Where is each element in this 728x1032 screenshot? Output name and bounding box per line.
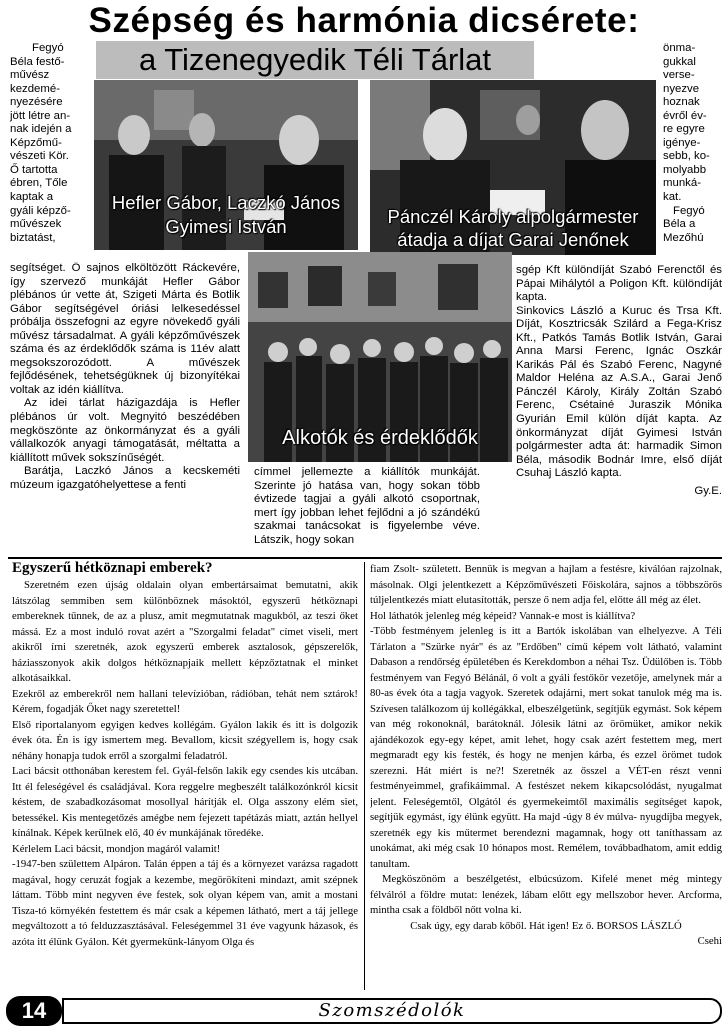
paragraph: Laci bácsit otthonában kerestem fel. Gyál-felsőn lakik egy csendes kis utcában. Itt él feleségével és családjával. Kora reggelre megbeszélt találkozónkról kicsit késtem, de szabadkozásomat mosollyal hárítják el. Olga asszony elém siet, betessékel. Kis mentegetőzés amégbe nem fejezett tapétázás miatt, aztán hellyel kínálnak. Képek kerülnek elő, 40 év munkájának töredéke.	[12, 765, 358, 839]
text-line: kaptak a	[10, 191, 54, 204]
photo-caption-line: Hefler Gábor, Laczkó János	[111, 192, 341, 213]
article1-right-wide-column	[516, 264, 722, 546]
section-divider	[8, 557, 722, 559]
text-line: hoznak	[663, 96, 700, 109]
text-line: Fegyó	[32, 42, 64, 54]
photo-caption-line: Gyimesi István	[165, 216, 287, 237]
paragraph: Kérlelem Laci bácsit, mondjon magáról valamit!	[12, 842, 221, 855]
article2-left-column	[12, 578, 358, 992]
article1-middle-column	[254, 466, 480, 558]
footer-bar	[62, 998, 722, 1024]
photo-caption-line: Pánczél Károly alpolgármester	[387, 206, 639, 227]
page-number: 14	[6, 996, 62, 1026]
paragraph: -Több festményem jelenleg is itt a Bartók iskolában van elhelyezve. A Téli Tárlaton a "Szürke nyár" és az "Erdőben" című képem volt látható, valamint Dabason a rendőrség épületében és Kerekdombon a néhai Tsz. Üdülőben is. Több festményem van Fegyó Bélánál, ő volt a gyáli festőkör vezetője, amelynek már a 80-as évek óta a tagja vagyok. Szeretek odajárni, mert sokat tanulok még ma is. Szívesen találkozom új kollégákkal, elbeszélgetünk, segítjük egymást. Sok képem van még rokonoknál, barátoknál. Jólesik látni az örömüket, amikor nekik ajándékozok egy-egy képet, amit lehet, hogy csak azért festettem meg, mert megmaradt egy kis festék, és hogy ne menjen kárba, és ezzel örömet tudok szerezni. Hát miért is ne?! Szeretnék az ősszel a VÉT-en részt venni festményeimmel, grafikáimmal. A festészet nekem kikapcsolódást, nyugalmat jelent. Feleségemtől, Olgától és gyermekeimtől maximális segítséget kapok, segítjük egymást, így élünk együtt. Ha majd -úgy 8 év múlva- nyugdíjba megyek, szeretnék egy kis műtermet berendezni magamnak, hogy ott taníthassam az unokámat, aki még csak 10 hónapos most. Remélem, továbbadhatom, amit eddig tanultam.	[370, 625, 722, 870]
paragraph: sgép Kft különdíját Szabó Ferenctől és Pápai Mihálytól a Poligon Kft. különdíját kapta.	[516, 264, 722, 304]
article1-right-narrow-column	[663, 42, 723, 264]
paragraph: Megköszönöm a beszélgetést, elbúcsúzom. Kifelé menet még mintegy félválról a földre mutat: lenézek, lábam előtt egy mellszobor hever. Arcforma, mintha csak a földből nőtt volna ki.	[370, 873, 722, 916]
paragraph: Barátja, Laczkó János a kecskeméti múzeum igazgatóhelyettese a fenti	[10, 465, 240, 491]
text-line: nak idején a	[10, 123, 72, 136]
text-line: sebb, ko-	[663, 150, 710, 163]
paragraph: fiam Zsolt- született. Bennük is megvan a hajlam a festésre, kiválóan rajzolnak, másolnak. Olgi jelentkezett a Képzőművészeti Főiskolára, sajnos a többszörös túljelentkezés miatt elutasították, persze ő nem adja fel, előtte áll még az élet.	[370, 563, 722, 606]
text-line: gyáli képző-	[10, 204, 71, 217]
photo-caption-line: átadja a díjat Garai Jenőnek	[397, 229, 629, 250]
article1-left-narrow-column	[10, 42, 94, 272]
text-line: Béla festő-	[10, 55, 65, 68]
paragraph: Hol láthatók jelenleg még képeid? Vannak-e most is kiállítva?	[370, 609, 636, 622]
publication-title: Szomszédolók	[318, 1000, 466, 1021]
text-line: nyezésére	[10, 96, 63, 109]
article-subtitle-banner: a Tizenegyedik Téli Tárlat	[96, 41, 534, 79]
text-line: nyezve	[663, 82, 700, 95]
text-line: munká-	[663, 177, 701, 190]
photo-artists-and-visitors	[248, 252, 512, 462]
article2-title: Egyszerű hétköznapi emberek?	[12, 560, 213, 576]
article1-left-wide-column	[10, 262, 240, 558]
paragraph: Ezekről az emberekről nem hallani televízióban, rádióban, tehát nem sztárok! Kérem, fogadják Őket nagy szeretettel!	[12, 687, 358, 715]
text-line: jött létre an-	[10, 109, 71, 122]
column-divider	[364, 562, 365, 990]
text-line: évről év-	[663, 109, 707, 122]
paragraph: Szeretném ezen újság oldalain olyan embertársaimat bemutatni, akik látszólag semmiben sem különböznek másoktól, egyszerű hétköznapi embereknek tűnnek, de az a plusz, amit megmutatnak magukból, az teszi őket mássá. Ez a most induló rovat azért a "Szorgalmi feladat" címet viseli, mert akikről írni szeretnék, azok egyszerű emberek asztalosok, gépszerelők, háziasszonyok akik dolgos hétköznapjaik mellett képzőztatnak el minket alkotásaikkal.	[12, 579, 358, 684]
text-line: gukkal	[663, 55, 696, 68]
text-line: verse-	[663, 69, 695, 82]
text-line: művészek	[10, 218, 62, 231]
page-headline: Szépség és harmónia dicsérete:	[88, 1, 640, 40]
paragraph: címmel jellemezte a kiállítók munkáját. Szerinte jó hatása van, hogy sokan több évtizede tagjai a gyáli alkotó csoportnak, mert így jobban lehet fejlődni a jó szándékú szakmai tanácsokat is figyelembe véve. Látszik, hogy sokan	[254, 466, 480, 546]
text-line: molyabb	[663, 163, 707, 176]
text-line: re egyre	[663, 123, 705, 136]
text-line: önma-	[663, 42, 696, 54]
paragraph: Első riportalanyom egyigen kedves kollégám. Gyálon lakik és itt is dolgozik évek óta. Én is így ismertem meg. Bevallom, kicsit szégyellem is, hogy csak néhány honapja tudok erről a szorgalmi feladatról.	[12, 718, 358, 762]
text-line: kezdemé-	[10, 82, 61, 95]
text-line: Béla a	[663, 218, 696, 231]
paragraph: Sinkovics László a Kuruc és Trsa Kft. Díját, Kosztricsák Szilárd a Fega-Krisz Kft., Patkós Tamás Botlik István, Garai Anna Marsi Ferenc, Ignác Oszkár Karikás Pál és Szabó Ferenc, Nagyné Maldor Heléna az A.S.A., Garai Jenő Pánczél Károly, Király Zoltán Szabó Ferenc, Csétainé Juraszik Mónika Gyurián Emil külön díját kapta. Az önkormányzat díját Gyimesi István polgármester adta át: harmadik Simon Béla, második Bodnár Imre, első díját Csuhaj László kapta.	[516, 304, 722, 480]
paragraph: Az idei tárlat házigazdája is Hefler plébános úr volt. Megnyitó beszédében megköszönte az önkormányzat és a gyáli vállalkozók anyagi támogatását, méltatta a kiállított művek sokszínűségét.	[10, 397, 240, 464]
text-line: biztatást,	[10, 231, 56, 244]
photo-caption-line: Alkotók és érdeklődők	[282, 427, 478, 449]
photo-hefler-laczko-gyimesi	[94, 80, 358, 250]
text-line: Mezőhú	[663, 231, 704, 244]
text-line: Képzőmű-	[10, 136, 62, 149]
paragraph: Csak úgy, egy darab kőből. Hát igen! Ez ő. BORSOS LÁSZLÓ	[410, 919, 682, 932]
text-line: ébren, Tőle	[10, 177, 68, 190]
text-line: kat.	[663, 191, 682, 204]
text-line: művész	[10, 69, 50, 82]
text-line: Fegyó	[673, 204, 705, 217]
photo-panczel-garai	[370, 80, 656, 255]
text-line: igénye-	[663, 136, 701, 149]
article2-signature: Csehi	[697, 935, 722, 947]
article1-signature: Gy.E.	[694, 484, 722, 497]
paragraph: segítséget. Ő sajnos elköltözött Ráckevére, így szervező munkáját Hefler Gábor plébános úr vette át, Szigeti Márta és Botlik Gábor segítségével óriási lelkesedéssel próbálja összefogni az egyre növekedő gyáli művész társadalmat. A gyáli képzőművészek száma és az érdeklődők száma is 11év alatt megsokszorozódott. A művészek fejlődésének, tehetségüknek új bizonyítékai voltak az idén kiállítva.	[10, 262, 240, 396]
paragraph: -1947-ben születtem Alpáron. Talán éppen a táj és a környezet varázsa ragadott magával, hogy ceruzát fogjak a kezembe, megörökíteni mindazt, amit szépnek láttam. Több mint negyven éve festek, sok olyan képem van, amit a mostani Tisza-tó környékén festettem és már csak a képemen látható, mert a táj jellege megváltozott a tó felduzzasztásával. Feleségemmel 31 éve vagyunk házasok, és azóta itt élünk Gyálon. Két gyermekünk-lányom Olga és	[12, 858, 358, 948]
text-line: vészeti Kör.	[10, 150, 69, 163]
text-line: Ő tartotta	[10, 163, 58, 176]
article2-right-column	[370, 562, 722, 994]
